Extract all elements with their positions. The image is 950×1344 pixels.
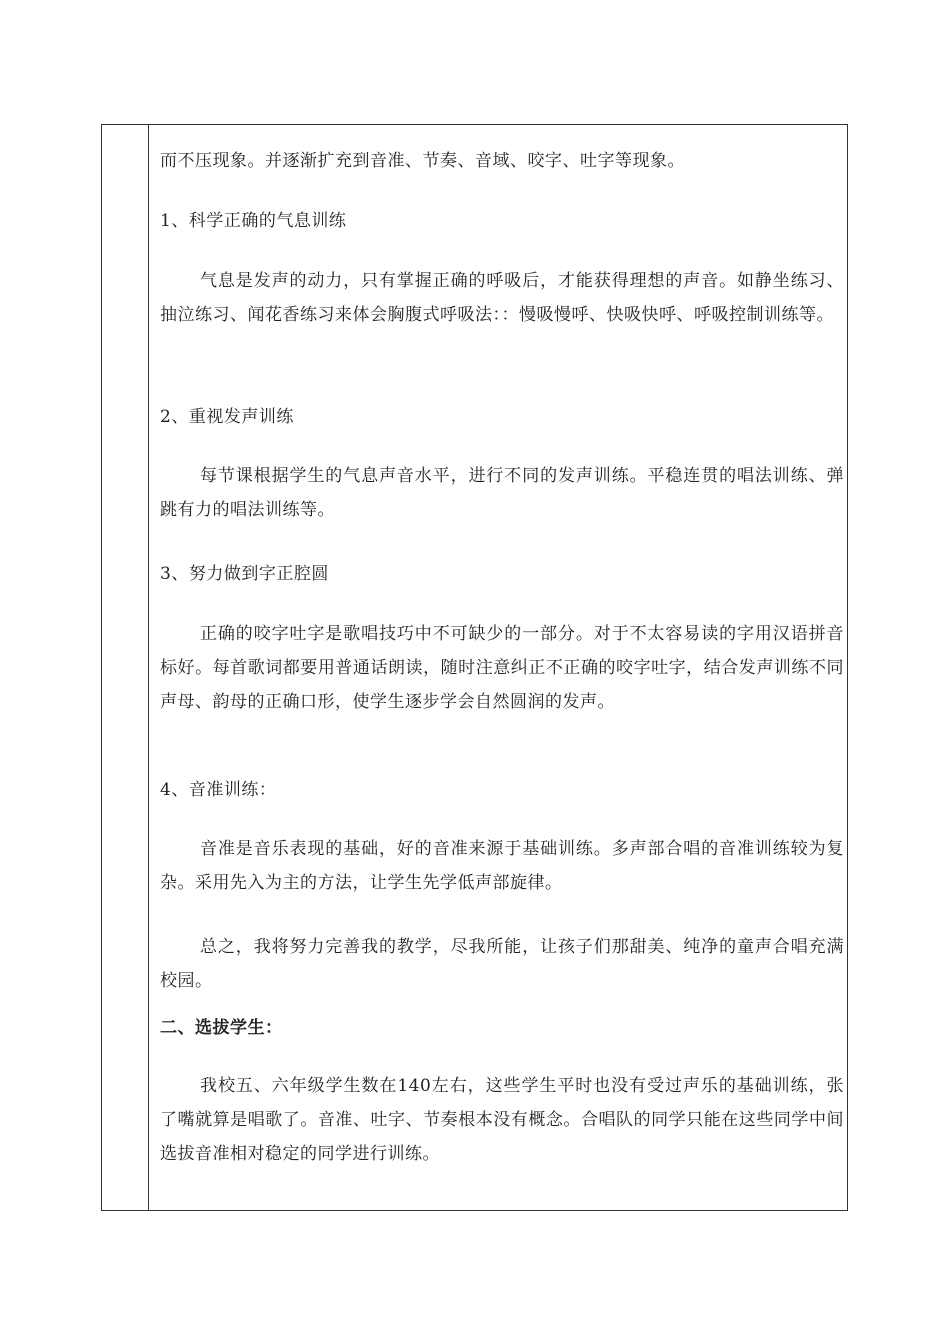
heading-diction: 3、努力做到字正腔圆 (160, 564, 329, 584)
paragraph-vocal-training: 每节课根据学生的气息声音水平，进行不同的发声训练。平稳连贯的唱法训练、弹跳有力的唱法训练等。 (160, 466, 844, 520)
heading-breath-training: 1、科学正确的气息训练 (160, 211, 347, 231)
paragraph-summary: 总之，我将努力完善我的教学，尽我所能，让孩子们那甜美、纯净的童声合唱充满校园。 (160, 937, 844, 991)
paragraph-diction: 正确的咬字吐字是歌唱技巧中不可缺少的一部分。对于不太容易读的字用汉语拼音标好。每首歌词都要用普通话朗读，随时注意纠正不正确的咬字吐字，结合发声训练不同声母、韵母的正确口形，使学生逐步学会自然圆润的发声。 (160, 624, 844, 712)
paragraph-pitch-training: 音准是音乐表现的基础，好的音准来源于基础训练。多声部合唱的音准训练较为复杂。采用先入为主的方法，让学生先学低声部旋律。 (160, 839, 844, 893)
section-heading-student-selection: 二、选拔学生： (160, 1018, 283, 1038)
heading-pitch-training: 4、音准训练： (160, 780, 277, 800)
heading-vocal-training: 2、重视发声训练 (160, 407, 294, 427)
paragraph-student-selection: 我校五、六年级学生数在140左右，这些学生平时也没有受过声乐的基础训练，张了嘴就算是唱歌了。音准、吐字、节奏根本没有概念。合唱队的同学只能在这些同学中间选拔音准相对稳定的同学进行训练。 (160, 1076, 844, 1164)
paragraph-breath-training: 气息是发声的动力，只有掌握正确的呼吸后，才能获得理想的声音。如静坐练习、抽泣练习、闻花香练习来体会胸腹式呼吸法：：慢吸慢呼、快吸快呼、呼吸控制训练等。 (160, 271, 844, 325)
paragraph-continuation: 而不压现象。并逐渐扩充到音准、节奏、音域、咬字、吐字等现象。 (160, 151, 685, 171)
document-table (101, 124, 848, 1211)
table-left-column (102, 125, 149, 1210)
